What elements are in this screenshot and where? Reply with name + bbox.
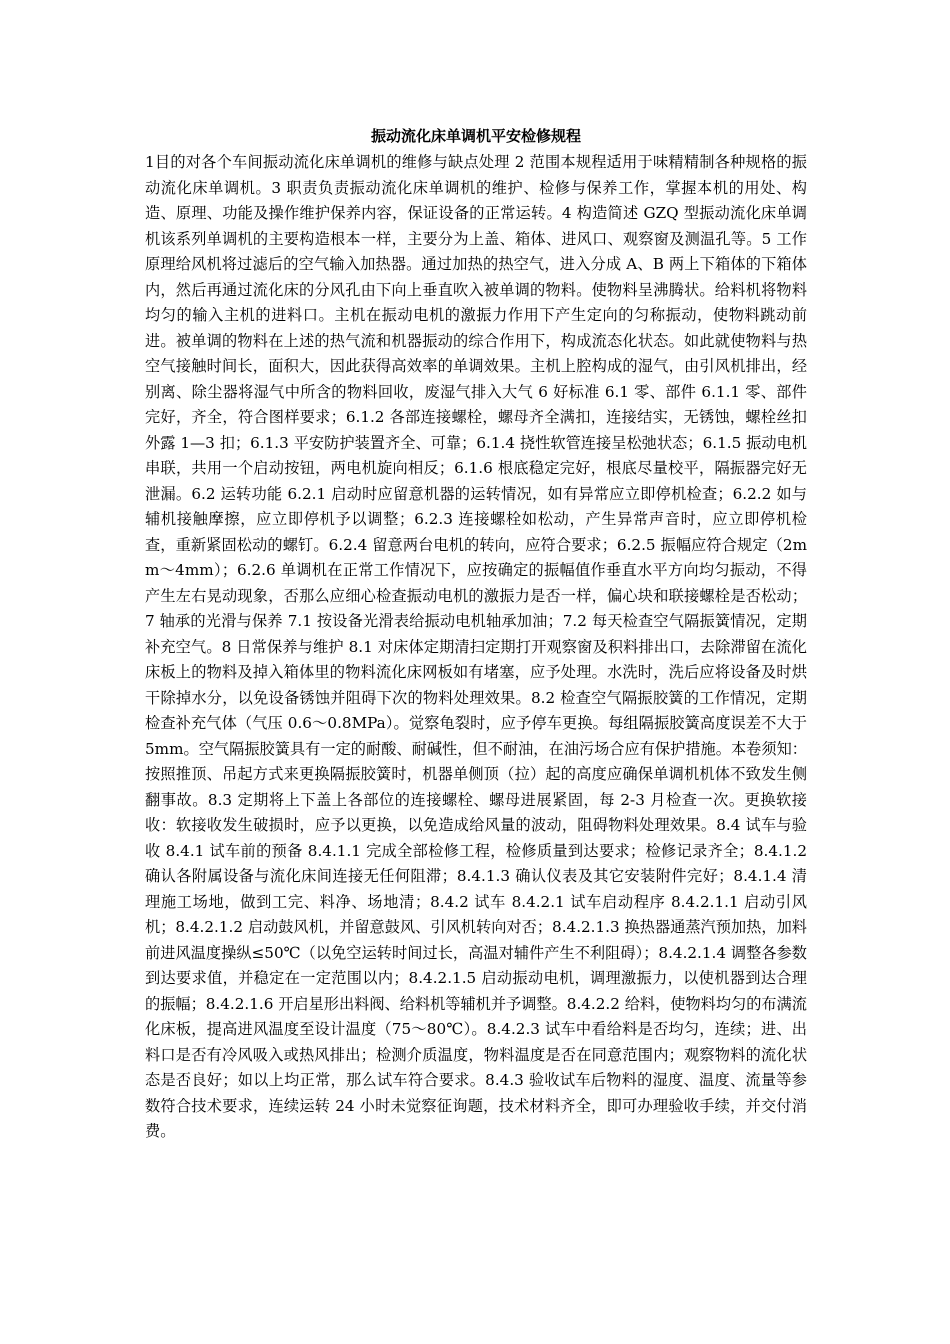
document-body: 1目的对各个车间振动流化床单调机的维修与缺点处理 2 范围本规程适用于味精精制各种规格的振动流化床单调机。3 职责负责振动流化床单调机的维护、检修与保养工作，掌握本机的用处、构造、原理、功能及操作维护保养内容，保证设备的正常运转。4 构造简述 GZQ 型振动流化床单调机该系列单调机的主要构造根本一样，主要分为上盖、箱体、进风口、观察窗及测温孔等。5 工作原理给风机将过滤后的空气输入加热器。通过加热的热空气，进入分成 A、B 两上下箱体的下箱体内，然后再通过流化床的分风孔由下向上垂直吹入被单调的物料。使物料呈沸腾状。给料机将物料均匀的输入主机的进料口。主机在振动电机的激振力作用下产生定向的匀称振动，使物料跳动前进。被单调的物料在上述的热气流和机器振动的综合作用下，构成流态化状态。如此就使物料与热空气接触时间长，面积大，因此获得高效率的单调效果。主机上腔构成的湿气，由引风机排出，经别离、除尘器将湿气中所含的物料回收，废湿气排入大气 6 好标准 6.1 零、部件 6.1.1 零、部件完好，齐全，符合图样要求；6.1.2 各部连接螺栓，螺母齐全满扣，连接结实，无锈蚀，螺栓丝扣外露 1—3 扣；6.1.3 平安防护装置齐全、可靠；6.1.4 挠性软管连接呈松弛状态；6.1.5 振动电机串联，共用一个启动按钮，两电机旋向相反；6.1.6 根底稳定完好，根底尽量校平，隔振器完好无泄漏。6.2 运转功能 6.2.1 启动时应留意机器的运转情况，如有异常应立即停机检查；6.2.2 如与辅机接触摩擦，应立即停机予以调整；6.2.3 连接螺栓如松动，产生异常声音时，应立即停机检查，重新紧固松动的螺钉。6.2.4 留意两台电机的转向，应符合要求；6.2.5 振幅应符合规定（2mm～4mm）；6.2.6 单调机在正常工作情况下，应按确定的振幅值作垂直水平方向均匀振动，不得产生左右晃动现象，否那么应细心检查振动电机的激振力是否一样，偏心块和联接螺栓是否松动；7 轴承的光滑与保养 7.1 按设备光滑表给振动电机轴承加油；7.2 每天检查空气隔振簧情况，定期补充空气。8 日常保养与维护 8.1 对床体定期清扫定期打开观察窗及积料排出口，去除滞留在流化床板上的物料及掉入箱体里的物料流化床网板如有堵塞，应予处理。水洗时，洗后应将设备及时烘干除掉水分，以免设备锈蚀并阻碍下次的物料处理效果。8.2 检查空气隔振胶簧的工作情况，定期检查补充气体（气压 0.6～0.8MPa）。觉察龟裂时，应予停车更换。每组隔振胶簧高度误差不大于 5mm。空气隔振胶簧具有一定的耐酸、耐碱性，但不耐油，在油污场合应有保护措施。本卷须知：按照推顶、吊起方式来更换隔振胶簧时，机器单侧顶（拉）起的高度应确保单调机机体不致发生侧翻事故。8.3 定期将上下盖上各部位的连接螺栓、螺母进展紧固，每 2-3 月检查一次。更换软接收：软接收发生破损时，应予以更换，以免造成给风量的波动，阻碍物料处理效果。8.4 试车与验收 8.4.1 试车前的预备 8.4.1.1 完成全部检修工程，检修质量到达要求；检修记录齐全；8.4.1.2 确认各附属设备与流化床间连接无任何阻滞；8.4.1.3 确认仪表及其它安装附件完好；8.4.1.4 清理施工场地，做到工完、料净、场地清；8.4.2 试车 8.4.2.1 试车启动程序 8.4.2.1.1 启动引风机；8.4.2.1.2 启动鼓风机，并留意鼓风、引风机转向对否；8.4.2.1.3 换热器通蒸汽预加热，加料前进风温度操纵≤50℃（以免空运转时间过长，高温对辅件产生不利阻碍）；8.4.2.1.4 调整各参数到达要求值，并稳定在一定范围以内；8.4.2.1.5 启动振动电机，调理激振力，以使机器到达合理的振幅；8.4.2.1.6 开启星形出料阀、给料机等辅机并予调整。8.4.2.2 给料，使物料均匀的布满流化床板，提高进风温度至设计温度（75～80℃）。8.4.2.3 试车中看给料是否均匀，连续；进、出料口是否有冷风吸入或热风排出；检测介质温度，物料温度是否在同意范围内；观察物料的流化状态是否良好；如以上均正常，那么试车符合要求。8.4.3 验收试车后物料的湿度、温度、流量等参数符合技术要求，连续运转 24 小时未觉察征询题，技术材料齐全，即可办理验收手续，并交付消费。 bbox=[145, 153, 807, 1140]
document-page bbox=[145, 126, 807, 1145]
document-title: 振动流化床单调机平安检修规程 bbox=[370, 127, 581, 145]
